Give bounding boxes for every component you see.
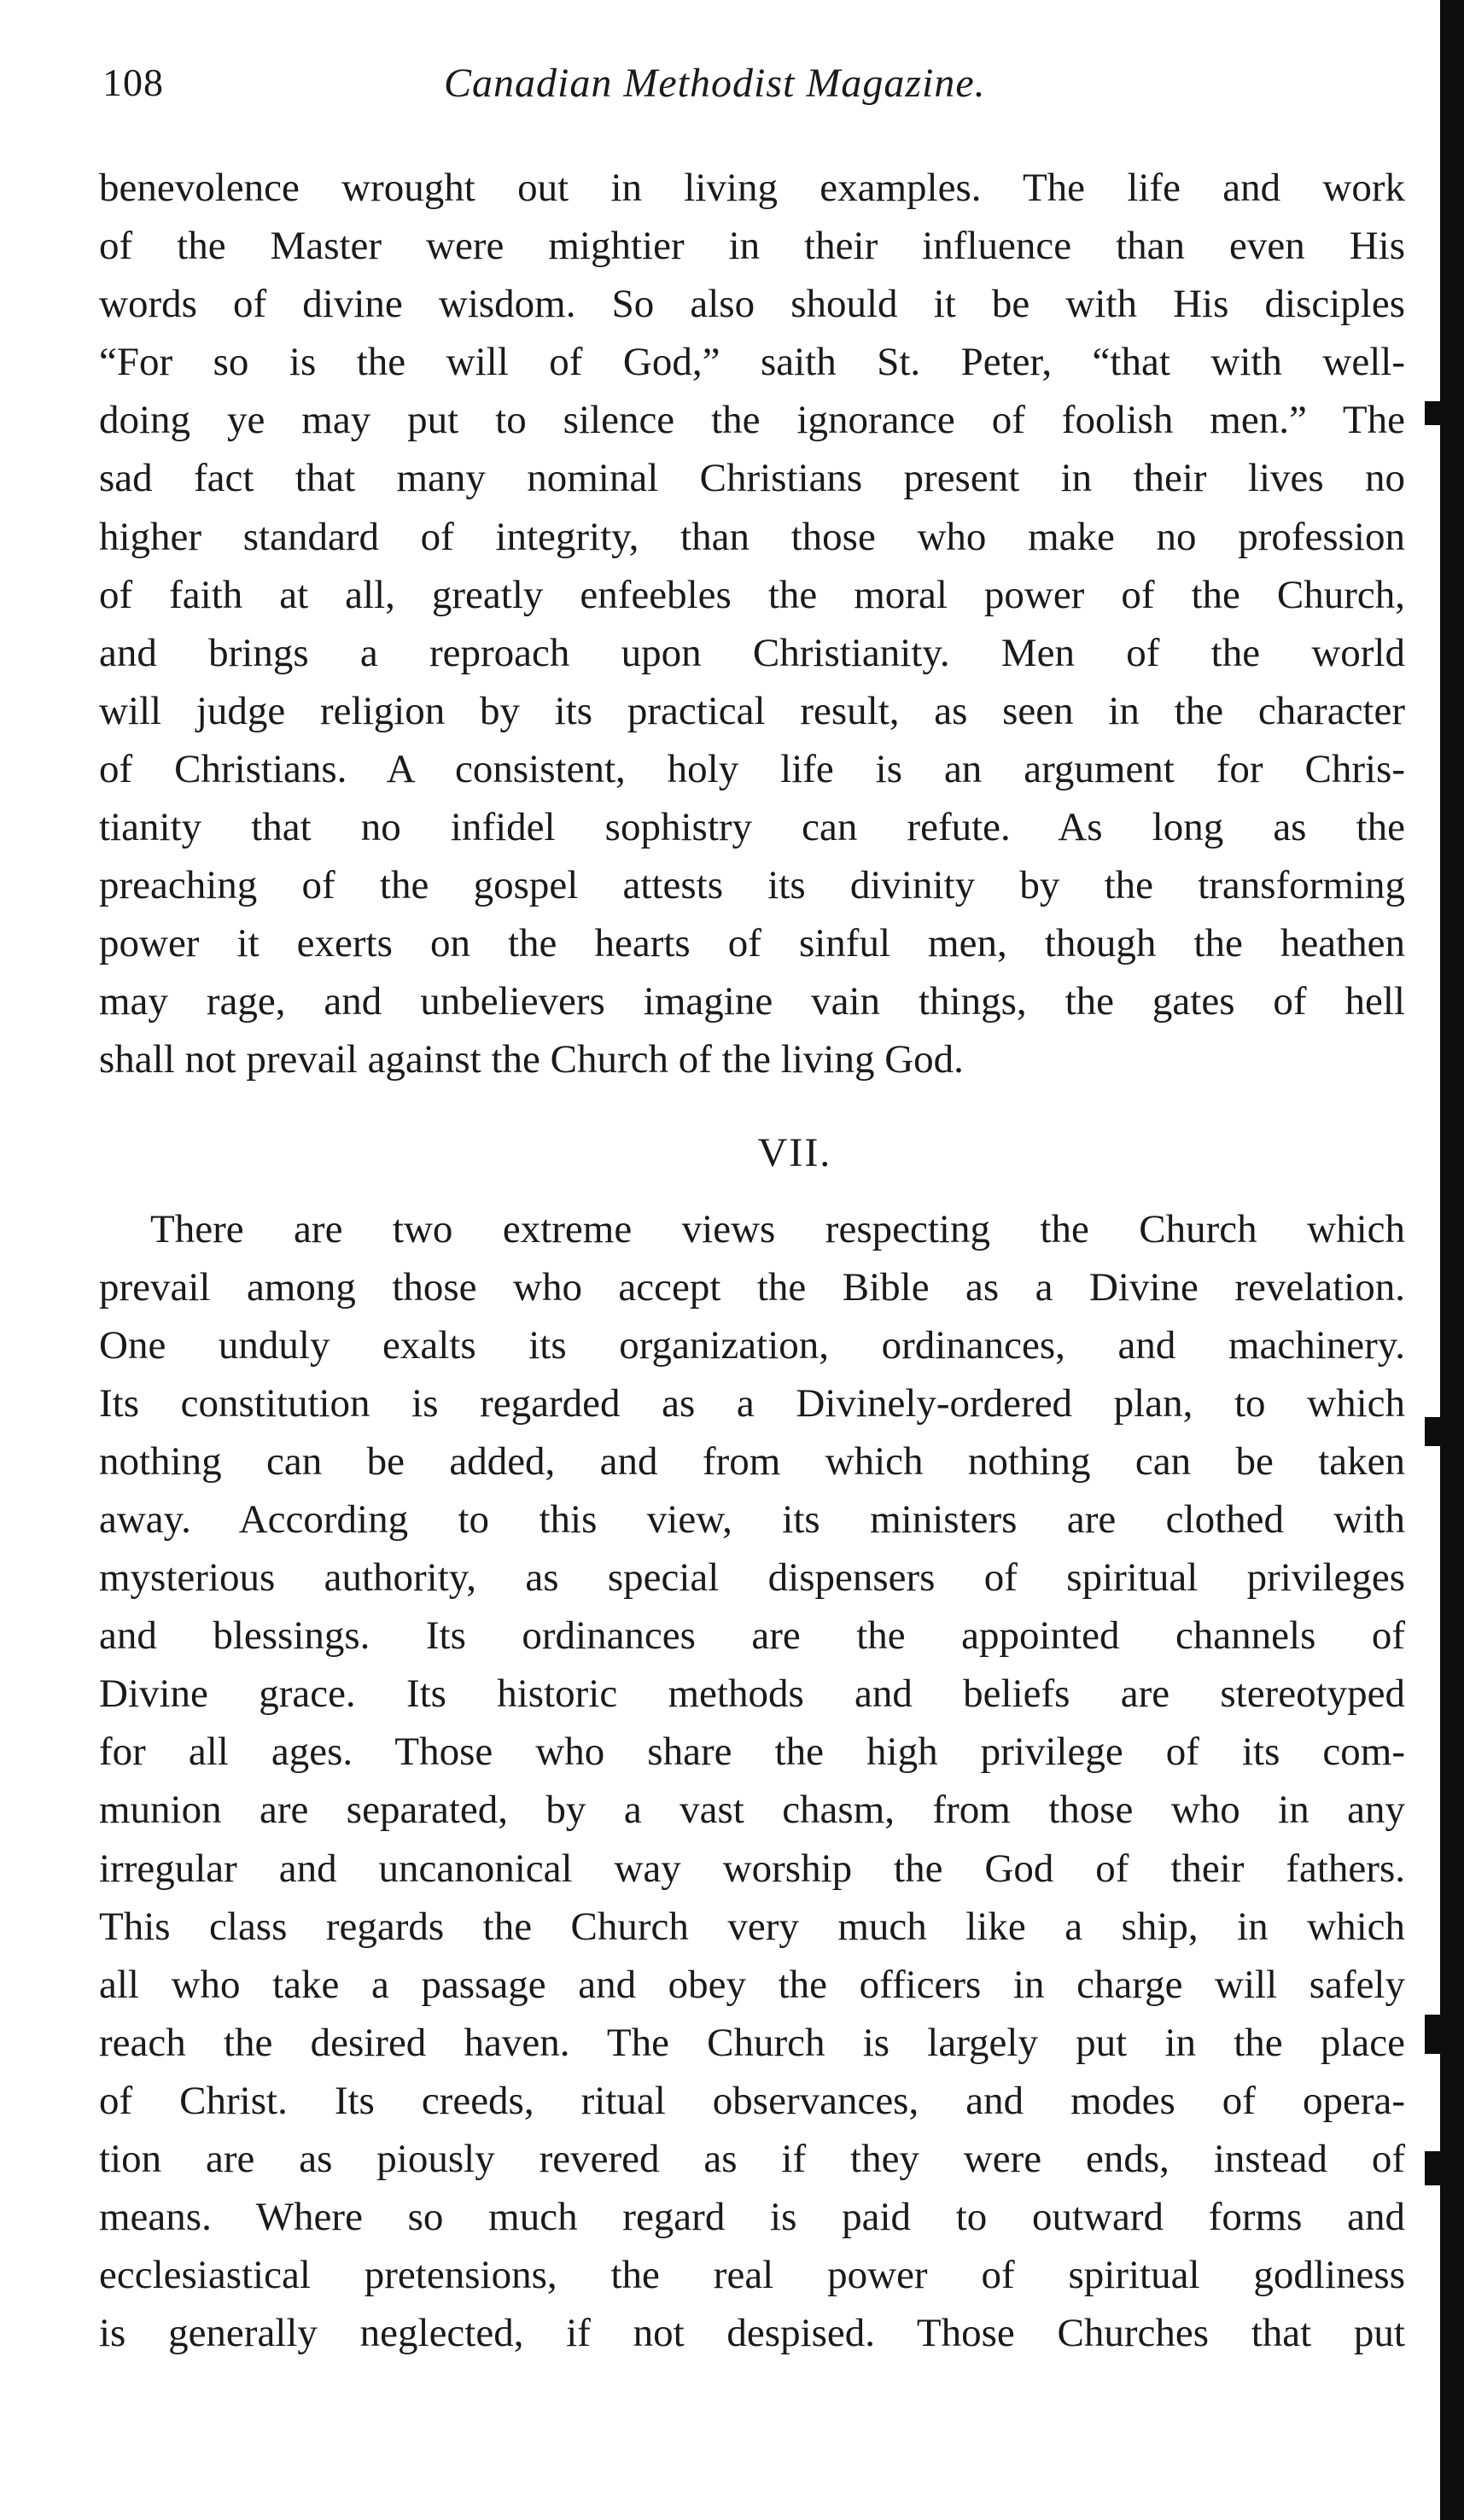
page-header [102,60,1417,120]
text-line: for all ages. Those who share the high privilege of its com- [99,1730,1405,1775]
text-line: munion are separated, by a vast chasm, from those who in any [99,1788,1405,1833]
text-line: Divine grace. Its historic methods and beliefs are stereotyped [99,1671,1405,1717]
text-line: nothing can be added, and from which nothing can be taken [99,1438,1405,1484]
text-line: will judge religion by its practical result, as seen in the character [99,688,1405,733]
text-line: and blessings. Its ordinances are the appointed channels of [99,1613,1405,1659]
text-line: One unduly exalts its organization, ordinances, and machinery. [99,1322,1405,1368]
text-line: means. Where so much regard is paid to outward forms and [99,2195,1405,2240]
running-title: Canadian Methodist Magazine. [444,61,986,106]
text-line: irregular and uncanonical way worship the God of their fathers. [99,1846,1405,1891]
text-line: tianity that no infidel sophistry can refute. As long as the [99,805,1405,850]
text-line: higher standard of integrity, than those who make no profession [99,514,1405,559]
text-line: ecclesiastical pretensions, the real power of spiritual godliness [99,2253,1405,2298]
binding-shadow-mark [1425,401,1444,425]
text-line: power it exerts on the hearts of sinful men, though the heathen [99,921,1405,966]
text-line: and brings a reproach upon Christianity. Men of the world [99,630,1405,675]
text-line: mysterious authority, as special dispensers of spiritual privileges [99,1555,1405,1601]
text-line: is generally neglected, if not despised. Those Churches that put [99,2311,1405,2356]
text-line: shall not prevail against the Church of the living God. [99,1037,964,1082]
text-line: of Christians. A consistent, holy life is an argument for Chris- [99,746,1405,791]
binding-shadow-mark [1425,2015,1444,2054]
text-line: This class regards the Church very much like a ship, in which [99,1904,1405,1949]
page-number: 108 [102,61,164,104]
text-line: reach the desired haven. The Church is largely put in the place [99,2020,1405,2065]
text-line: away. According to this view, its ministers are clothed with [99,1496,1405,1542]
text-line: There are two extreme views respecting the Church which [150,1206,1405,1251]
page-binding-edge [1440,0,1464,2520]
binding-shadow-mark [1425,1417,1444,1446]
text-line: benevolence wrought out in living examples. The life and work [99,166,1405,210]
section-heading: VII. [757,1129,832,1175]
text-line: all who take a passage and obey the officers in charge will safely [99,1962,1405,2007]
text-line: of Christ. Its creeds, ritual observances, and modes of opera- [99,2078,1405,2123]
text-line: preaching of the gospel attests its divinity by the transforming [99,863,1405,908]
text-line: may rage, and unbelievers imagine vain things, the gates of hell [99,979,1405,1024]
text-line: doing ye may put to silence the ignorance of foolish men.” The [99,398,1405,443]
text-line: prevail among those who accept the Bible as a Divine revelation. [99,1264,1405,1310]
text-line: Its constitution is regarded as a Divinely-ordered plan, to which [99,1380,1405,1426]
text-line: sad fact that many nominal Christians present in their lives no [99,456,1405,501]
text-line: “For so is the will of God,” saith St. Peter, “that with well- [99,340,1405,385]
text-line: of faith at all, greatly enfeebles the moral power of the Church, [99,572,1405,617]
text-line: words of divine wisdom. So also should it be with His disciples [99,282,1405,327]
text-line: tion are as piously revered as if they were ends, instead of [99,2137,1405,2181]
body-text [99,159,1405,2362]
text-line: of the Master were mightier in their influence than even His [99,224,1405,269]
binding-shadow-mark [1425,2151,1444,2185]
